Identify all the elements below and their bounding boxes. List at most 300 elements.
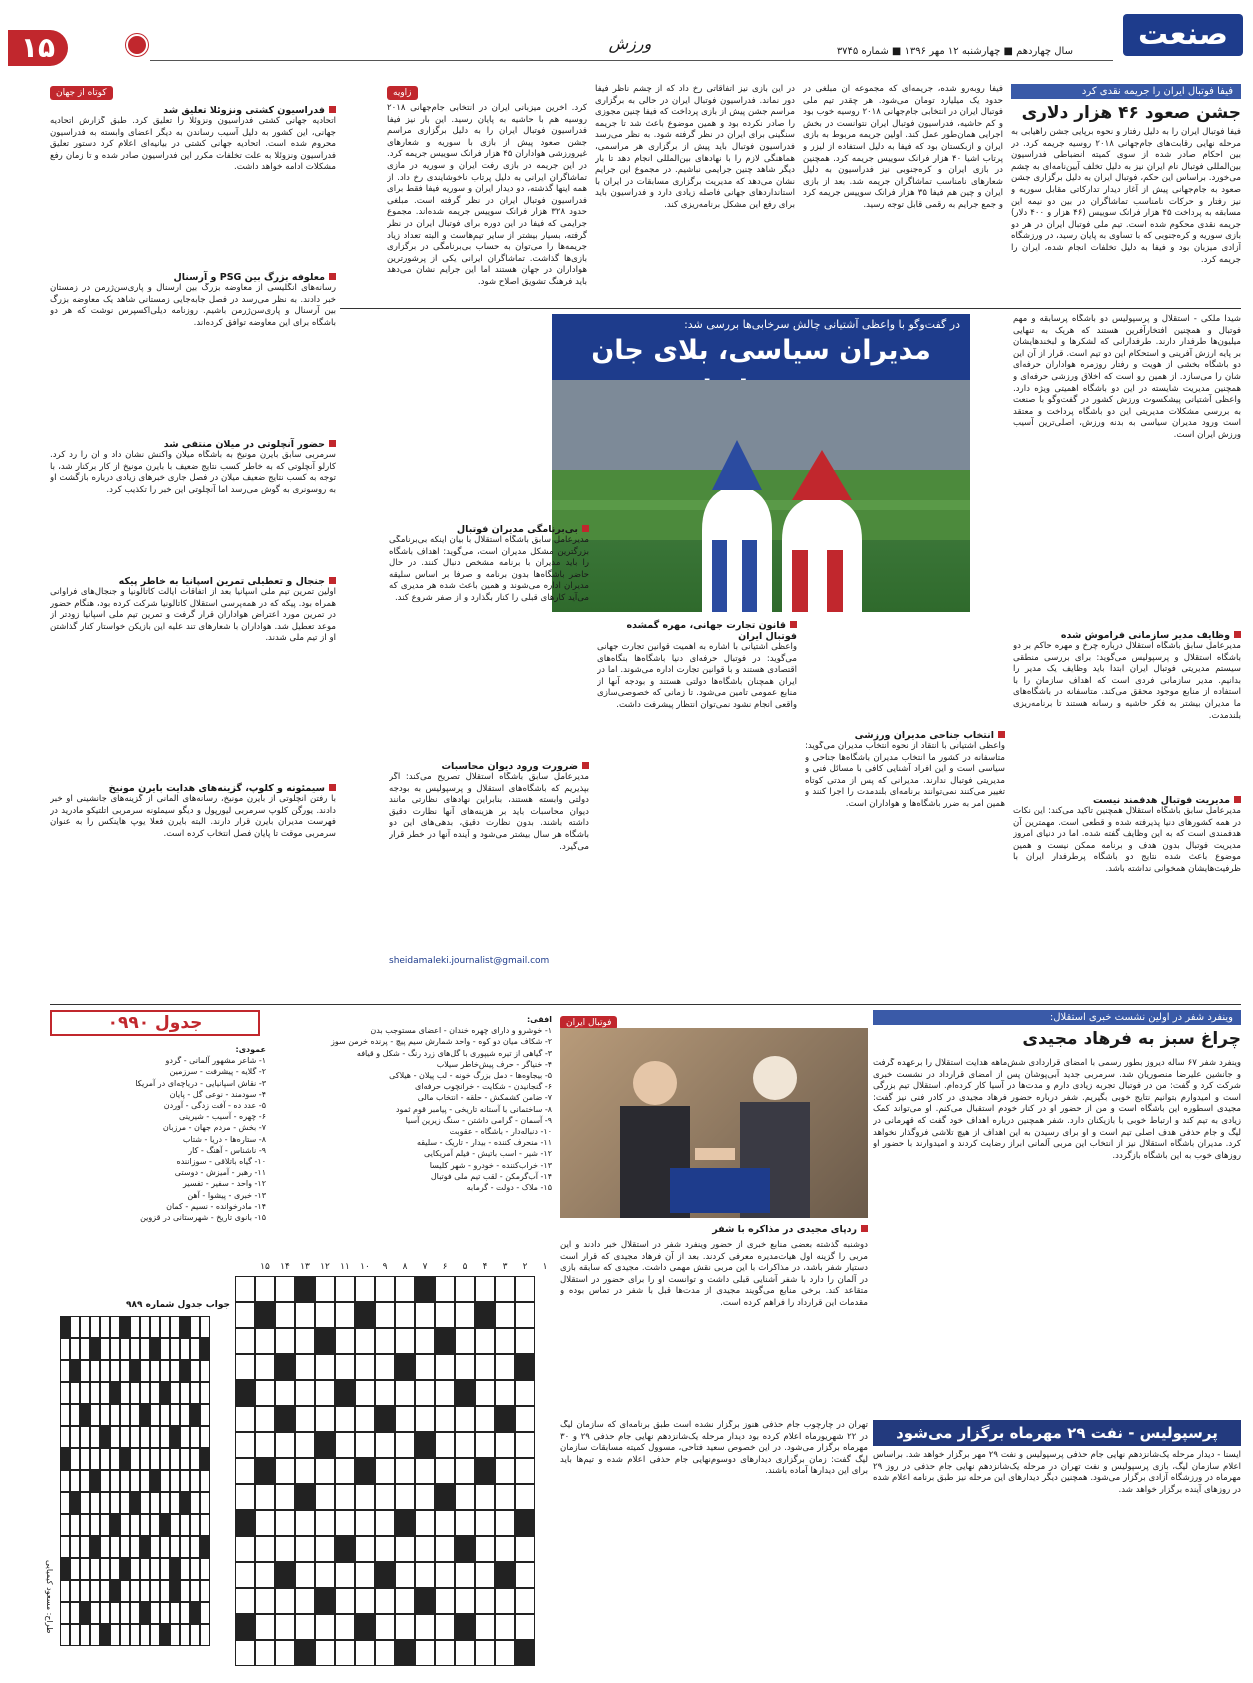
- crossword-cell[interactable]: [475, 1536, 495, 1562]
- crossword-cell[interactable]: [315, 1536, 335, 1562]
- answer-cell: [150, 1426, 160, 1448]
- answer-cell: [180, 1470, 190, 1492]
- crossword-cell[interactable]: [335, 1510, 355, 1536]
- crossword-cell[interactable]: [495, 1328, 515, 1354]
- crossword-cell[interactable]: [255, 1510, 275, 1536]
- crossword-cell[interactable]: [495, 1510, 515, 1536]
- crossword-cell[interactable]: [315, 1380, 335, 1406]
- crossword-cell: [315, 1432, 335, 1458]
- answer-cell: [160, 1492, 170, 1514]
- crossword-cell[interactable]: [395, 1562, 415, 1588]
- answer-cell: [70, 1338, 80, 1360]
- crossword-cell[interactable]: [335, 1614, 355, 1640]
- crossword-cell[interactable]: [315, 1276, 335, 1302]
- answer-cell: [60, 1536, 70, 1558]
- clue-vertical: ۹- ناشناس - آهنگ - کار: [188, 1145, 266, 1155]
- crossword-cell[interactable]: [255, 1276, 275, 1302]
- short-news-tag: کوتاه از جهان: [50, 86, 113, 100]
- answer-cell: [190, 1514, 200, 1536]
- crossword-cell[interactable]: [315, 1562, 335, 1588]
- crossword-cell[interactable]: [275, 1276, 295, 1302]
- answer-cell: [80, 1602, 90, 1624]
- crossword-cell[interactable]: [275, 1458, 295, 1484]
- crossword-cell[interactable]: [435, 1380, 455, 1406]
- crossword-cell[interactable]: [355, 1510, 375, 1536]
- answer-cell: [140, 1492, 150, 1514]
- crossword-cell[interactable]: [375, 1354, 395, 1380]
- fifa-box: [1011, 84, 1241, 304]
- answer-cell: [160, 1536, 170, 1558]
- short-news-title: سیمئونه و کلوپ، گزینه‌های هدایت بایرن مونیخ: [50, 783, 336, 794]
- crossword-cell[interactable]: [515, 1458, 535, 1484]
- crossword-clues-h: [272, 1014, 552, 1254]
- crossword-cell[interactable]: [455, 1510, 475, 1536]
- crossword-cell[interactable]: [415, 1510, 435, 1536]
- crossword-cell[interactable]: [375, 1640, 395, 1666]
- crossword-cell[interactable]: [275, 1614, 295, 1640]
- crossword-cell[interactable]: [335, 1458, 355, 1484]
- answer-cell: [70, 1558, 80, 1580]
- crossword-cell[interactable]: [435, 1640, 455, 1666]
- crossword-cell[interactable]: [355, 1354, 375, 1380]
- answer-cell: [100, 1382, 110, 1404]
- crossword-cell[interactable]: [315, 1510, 335, 1536]
- answer-cell: [100, 1360, 110, 1382]
- crossword-cell[interactable]: [375, 1484, 395, 1510]
- crossword-col-number: ۳: [502, 1262, 508, 1272]
- crossword-cell[interactable]: [495, 1536, 515, 1562]
- crossword-cell[interactable]: [495, 1354, 515, 1380]
- crossword-cell[interactable]: [275, 1328, 295, 1354]
- answer-cell: [100, 1448, 110, 1470]
- crossword-cell[interactable]: [295, 1588, 315, 1614]
- answer-cell: [90, 1580, 100, 1602]
- crossword-col-number: ۲: [522, 1262, 528, 1272]
- crossword-cell[interactable]: [255, 1536, 275, 1562]
- crossword-cell[interactable]: [275, 1380, 295, 1406]
- answer-cell: [150, 1470, 160, 1492]
- crossword-cell[interactable]: [495, 1302, 515, 1328]
- crossword-cell[interactable]: [415, 1328, 435, 1354]
- crossword-cell[interactable]: [435, 1510, 455, 1536]
- crossword-cell[interactable]: [475, 1276, 495, 1302]
- crossword-cell[interactable]: [495, 1640, 515, 1666]
- crossword-cell: [475, 1458, 495, 1484]
- crossword-cell[interactable]: [275, 1510, 295, 1536]
- answer-cell: [160, 1558, 170, 1580]
- crossword-cell[interactable]: [275, 1536, 295, 1562]
- crossword-cell[interactable]: [335, 1354, 355, 1380]
- crossword-cell[interactable]: [355, 1406, 375, 1432]
- crossword-cell[interactable]: [355, 1432, 375, 1458]
- crossword-cell[interactable]: [315, 1614, 335, 1640]
- answer-cell: [110, 1580, 120, 1602]
- crossword-cell[interactable]: [335, 1640, 355, 1666]
- crossword-cell[interactable]: [375, 1510, 395, 1536]
- crossword-cell[interactable]: [235, 1406, 255, 1432]
- crossword-cell[interactable]: [495, 1614, 515, 1640]
- answer-cell: [110, 1404, 120, 1426]
- crossword-cell: [295, 1276, 315, 1302]
- answer-cell: [100, 1426, 110, 1448]
- crossword-cell[interactable]: [395, 1588, 415, 1614]
- crossword-cell[interactable]: [375, 1536, 395, 1562]
- answer-cell: [80, 1624, 90, 1646]
- crossword-cell[interactable]: [255, 1354, 275, 1380]
- answer-cell: [90, 1602, 100, 1624]
- answer-cell: [180, 1624, 190, 1646]
- answer-cell: [130, 1404, 140, 1426]
- answer-cell: [130, 1360, 140, 1382]
- crossword-col-number: ۱۴: [280, 1262, 290, 1272]
- crossword-cell[interactable]: [515, 1536, 535, 1562]
- crossword-cell[interactable]: [295, 1510, 315, 1536]
- crossword-cell[interactable]: [315, 1458, 335, 1484]
- crossword-cell[interactable]: [515, 1588, 535, 1614]
- crossword-cell[interactable]: [335, 1562, 355, 1588]
- crossword-cell[interactable]: [455, 1588, 475, 1614]
- crossword-cell[interactable]: [455, 1328, 475, 1354]
- crossword-cell[interactable]: [335, 1406, 355, 1432]
- crossword-cell[interactable]: [475, 1406, 495, 1432]
- crossword-cell[interactable]: [475, 1328, 495, 1354]
- crossword-cell[interactable]: [415, 1614, 435, 1640]
- crossword-cell[interactable]: [295, 1328, 315, 1354]
- answer-cell: [170, 1360, 180, 1382]
- angle-tag: زاویه: [387, 86, 418, 100]
- crossword-cell[interactable]: [475, 1588, 495, 1614]
- crossword-cell[interactable]: [395, 1302, 415, 1328]
- feature-sub2: مدیریت فوتبال هدفمند نیست: [1013, 795, 1241, 806]
- crossword-cell[interactable]: [295, 1536, 315, 1562]
- answer-cell: [170, 1580, 180, 1602]
- crossword-cell[interactable]: [475, 1354, 495, 1380]
- crossword-cell[interactable]: [455, 1484, 475, 1510]
- crossword-cell[interactable]: [435, 1354, 455, 1380]
- answer-cell: [180, 1426, 190, 1448]
- vertical-label: عمودی:: [235, 1045, 266, 1054]
- short-news-body: اتحادیه جهانی کشتی فدراسیون ونزوئلا را تعلیق کرد. طبق گزارش اتحادیه جهانی، این کشور به دلیل آسیب رساندن به دیگر اعضای وابسته به فدراسیون محروم شده است. اتحادیه جهانی کشتی در بیانیه‌ای اعلام کرد دستور تعلیق فدراسیون ونزوئلا به علت تخلفات مکرر این فدراسیون صادر شده و تا زمان رفع مشکلات ادامه خواهد داشت.: [50, 116, 336, 173]
- answer-cell: [60, 1492, 70, 1514]
- crossword-cell[interactable]: [235, 1432, 255, 1458]
- crossword-cell[interactable]: [415, 1354, 435, 1380]
- answer-cell: [80, 1382, 90, 1404]
- crossword-cell[interactable]: [515, 1328, 535, 1354]
- crossword-cell[interactable]: [395, 1536, 415, 1562]
- fifa-body: فیفا فوتبال ایران را به دلیل رفتار و نحوه برپایی جشن راهیابی به مرحله نهایی رقابت‌های جام‌جهانی ۲۰۱۸ روسیه جریمه کرد. در بین احکام صادر شده از سوی کمیته انضباطی فدراسیون بین‌المللی فوتبال نام ایران نیز به دلیل تخلف آیین‌نامه‌ای به چشم می‌خورد. براساس این حکم، فوتبال ایران به دلیل برگزاری جشن صعود به جام‌جهانی پیش از آغاز دیدار تدارکاتی مقابل سوریه و نیز رفتار و حرکات نامناسب تماشاگران در بین دو نیمه این مسابقه به پرداخت ۴۵ هزار فرانک سوییس (۴۶ هزار و ۴۰۰ دلار) جریمه نقدی محکوم شده است. تیم ملی فوتبال ایران در هر دو بازی سوریه و کره‌جنوبی که با تساوی به پایان رسید، در ورزشگاه آزادی میزبان بود و فیفا به دلیل تخلفات انجام شده، ایران را جریمه کرد.: [1011, 127, 1241, 265]
- crossword-cell[interactable]: [235, 1328, 255, 1354]
- answer-cell: [160, 1316, 170, 1338]
- crossword-cell[interactable]: [435, 1276, 455, 1302]
- crossword-cell[interactable]: [495, 1380, 515, 1406]
- crossword-cell[interactable]: [275, 1484, 295, 1510]
- crossword-cell[interactable]: [295, 1458, 315, 1484]
- answer-cell: [130, 1624, 140, 1646]
- crossword-cell[interactable]: [375, 1328, 395, 1354]
- clue-horizontal: ۱- خوشرو و دارای چهره خندان - اعضای مستوجب بدن: [370, 1026, 552, 1036]
- answer-cell: [90, 1470, 100, 1492]
- answer-cell: [180, 1514, 190, 1536]
- crossword-cell[interactable]: [275, 1432, 295, 1458]
- crossword-cell[interactable]: [455, 1302, 475, 1328]
- answer-grid: [60, 1316, 230, 1646]
- crossword-cell[interactable]: [235, 1588, 255, 1614]
- crossword-cell[interactable]: [355, 1276, 375, 1302]
- crossword-cell[interactable]: [355, 1536, 375, 1562]
- answer-cell: [110, 1382, 120, 1404]
- crossword-cell[interactable]: [475, 1380, 495, 1406]
- crossword-cell[interactable]: [475, 1510, 495, 1536]
- crossword-cell[interactable]: [255, 1588, 275, 1614]
- crossword-cell[interactable]: [355, 1328, 375, 1354]
- crossword-cell[interactable]: [355, 1484, 375, 1510]
- crossword-cell[interactable]: [235, 1484, 255, 1510]
- crossword-cell[interactable]: [435, 1614, 455, 1640]
- crossword-cell[interactable]: [295, 1406, 315, 1432]
- crossword-cell[interactable]: [495, 1458, 515, 1484]
- crossword-cell[interactable]: [435, 1588, 455, 1614]
- crossword-cell[interactable]: [235, 1640, 255, 1666]
- crossword-cell[interactable]: [255, 1432, 275, 1458]
- answer-cell: [120, 1602, 130, 1624]
- crossword-cell[interactable]: [375, 1614, 395, 1640]
- answer-cell: [170, 1382, 180, 1404]
- short-news-item: [50, 576, 336, 777]
- crossword-cell[interactable]: [475, 1562, 495, 1588]
- answer-cell: [80, 1426, 90, 1448]
- answer-cell: [110, 1558, 120, 1580]
- answer-cell: [100, 1580, 110, 1602]
- crossword-cell[interactable]: [235, 1536, 255, 1562]
- feature-col-2: [805, 620, 1005, 970]
- crossword-cell[interactable]: [395, 1406, 415, 1432]
- crossword-cell[interactable]: [515, 1562, 535, 1588]
- persepolis-box: [873, 1420, 1241, 1678]
- answer-cell: [60, 1470, 70, 1492]
- clue-vertical: ۱۵- بانوی تاریخ - شهرستانی در قزوین: [140, 1213, 266, 1223]
- short-news-title: جنجال و تعطیلی تمرین اسپانیا به خاطر پیکه: [50, 576, 336, 587]
- clue-horizontal: ۱۴- آب‌گرمکن - لقب تیم ملی فوتبال: [430, 1171, 552, 1181]
- answer-cell: [170, 1448, 180, 1470]
- clue-vertical: ۱۱- رهبر - آمیزش - دوستی: [174, 1168, 266, 1178]
- crossword-cell[interactable]: [355, 1562, 375, 1588]
- crossword-cell[interactable]: [415, 1484, 435, 1510]
- crossword-cell[interactable]: [435, 1432, 455, 1458]
- answer-cell: [60, 1316, 70, 1338]
- crossword-cell[interactable]: [395, 1380, 415, 1406]
- answer-cell: [130, 1382, 140, 1404]
- crossword-cell[interactable]: [455, 1640, 475, 1666]
- crossword-cell: [495, 1562, 515, 1588]
- crossword-cell[interactable]: [415, 1380, 435, 1406]
- crossword-cell[interactable]: [295, 1562, 315, 1588]
- crossword-cell[interactable]: [415, 1458, 435, 1484]
- answer-cell: [60, 1624, 70, 1646]
- short-news-title: حضور آنچلوتی در میلان منتفی شد: [50, 439, 336, 450]
- crossword-cell[interactable]: [415, 1562, 435, 1588]
- crossword-cell: [415, 1276, 435, 1302]
- answer-cell: [60, 1514, 70, 1536]
- answer-cell: [150, 1602, 160, 1624]
- crossword-cell[interactable]: [235, 1276, 255, 1302]
- crossword-cell[interactable]: [395, 1614, 415, 1640]
- crossword-cell[interactable]: [475, 1432, 495, 1458]
- crossword-cell: [255, 1302, 275, 1328]
- crossword-cell[interactable]: [375, 1276, 395, 1302]
- crossword-cell[interactable]: [455, 1406, 475, 1432]
- crossword-cell[interactable]: [435, 1302, 455, 1328]
- crossword-cell[interactable]: [435, 1536, 455, 1562]
- crossword-cell[interactable]: [395, 1458, 415, 1484]
- crossword-cell[interactable]: [295, 1380, 315, 1406]
- crossword-cell[interactable]: [235, 1562, 255, 1588]
- crossword-cell[interactable]: [295, 1614, 315, 1640]
- answer-cell: [100, 1624, 110, 1646]
- crossword-cell[interactable]: [455, 1458, 475, 1484]
- answer-cell: [130, 1448, 140, 1470]
- crossword-cell[interactable]: [255, 1614, 275, 1640]
- crossword-cell[interactable]: [355, 1588, 375, 1614]
- crossword-cell[interactable]: [335, 1484, 355, 1510]
- answer-cell: [90, 1404, 100, 1426]
- answer-cell: [120, 1624, 130, 1646]
- crossword-cell[interactable]: [395, 1276, 415, 1302]
- crossword-cell[interactable]: [415, 1640, 435, 1666]
- short-news-item: [50, 439, 336, 570]
- crossword-cell[interactable]: [335, 1588, 355, 1614]
- crossword-cell[interactable]: [395, 1328, 415, 1354]
- crossword-cell[interactable]: [315, 1640, 335, 1666]
- crossword-col-number: ۱۵: [260, 1262, 270, 1272]
- crossword-cell[interactable]: [515, 1614, 535, 1640]
- crossword-cell[interactable]: [255, 1380, 275, 1406]
- crossword-cell[interactable]: [475, 1640, 495, 1666]
- crossword-cell[interactable]: [315, 1484, 335, 1510]
- crossword-cell[interactable]: [255, 1328, 275, 1354]
- clue-horizontal: ۱۰- دنباله‌دار - باشگاه - عقوبت: [449, 1127, 552, 1137]
- crossword-cell[interactable]: [495, 1276, 515, 1302]
- crossword-cell[interactable]: [335, 1328, 355, 1354]
- clue-vertical: ۲- گلایه - پیشرفت - سرزمین: [169, 1067, 266, 1077]
- crossword-cell[interactable]: [235, 1302, 255, 1328]
- crossword-cell[interactable]: [515, 1432, 535, 1458]
- answer-cell: [110, 1624, 120, 1646]
- answer-cell: [120, 1448, 130, 1470]
- clue-horizontal: ۶- گنجانیدن - شکایت - خرانچوب حرفه‌ای: [415, 1082, 552, 1092]
- crossword-cell[interactable]: [515, 1380, 535, 1406]
- crossword-cell[interactable]: [335, 1302, 355, 1328]
- bottom-divider: [50, 1004, 1241, 1005]
- crossword-cell[interactable]: [275, 1640, 295, 1666]
- crossword-cell[interactable]: [435, 1562, 455, 1588]
- crossword-cell[interactable]: [455, 1432, 475, 1458]
- crossword-cell[interactable]: [375, 1432, 395, 1458]
- crossword-cell[interactable]: [295, 1354, 315, 1380]
- crossword-cell[interactable]: [455, 1354, 475, 1380]
- crossword-cell[interactable]: [315, 1302, 335, 1328]
- answer-cell: [100, 1514, 110, 1536]
- winfried-title: چراغ سبز به فرهاد مجیدی: [1022, 1029, 1241, 1049]
- answer-cell: [150, 1624, 160, 1646]
- crossword-cell[interactable]: [295, 1432, 315, 1458]
- answer-cell: [140, 1624, 150, 1646]
- crossword-cell: [235, 1380, 255, 1406]
- crossword-cell[interactable]: [475, 1484, 495, 1510]
- crossword-cell[interactable]: [495, 1432, 515, 1458]
- answer-cell: [130, 1316, 140, 1338]
- crossword-cell[interactable]: [255, 1562, 275, 1588]
- horizontal-label: افقی:: [526, 1015, 552, 1024]
- crossword-cell[interactable]: [415, 1302, 435, 1328]
- answer-cell: [180, 1338, 190, 1360]
- crossword-cell[interactable]: [375, 1458, 395, 1484]
- crossword-cell[interactable]: [315, 1406, 335, 1432]
- crossword-cell[interactable]: [335, 1276, 355, 1302]
- crossword-cell[interactable]: [495, 1484, 515, 1510]
- crossword-cell[interactable]: [355, 1380, 375, 1406]
- crossword-cell[interactable]: [395, 1484, 415, 1510]
- answer-cell: [90, 1382, 100, 1404]
- crossword-cell[interactable]: [335, 1432, 355, 1458]
- crossword-cell[interactable]: [275, 1588, 295, 1614]
- answer-cell: [140, 1602, 150, 1624]
- answer-cell: [150, 1448, 160, 1470]
- crossword-cell[interactable]: [515, 1276, 535, 1302]
- crossword-cell[interactable]: [495, 1588, 515, 1614]
- crossword-cell[interactable]: [235, 1354, 255, 1380]
- answer-cell: [190, 1338, 200, 1360]
- clue-vertical: ۷- بخش - مردم جهان - مرزبان: [162, 1123, 266, 1133]
- crossword-cell[interactable]: [415, 1406, 435, 1432]
- crossword-cell[interactable]: [375, 1588, 395, 1614]
- feature-sub6-body: مدیرعامل سابق باشگاه استقلال تصریح می‌کند: اگر بپذیریم که باشگاه‌های استقلال و پرسپولیس به بودجه دولتی وابسته هستند، بنابراین نهادهای نظارتی مانند دیوان محاسبات باید بر هزینه‌های آنها نظارت دقیق داشته باشند. بدون نظارت دقیق، بدهی‌های این دو باشگاه هر سال بیشتر می‌شود و آینده آنها در خطر قرار می‌گیرد.: [389, 772, 589, 852]
- answer-cell: [160, 1624, 170, 1646]
- handshake-scene: [560, 1028, 868, 1218]
- crossword-cell: [375, 1406, 395, 1432]
- answer-cell: [140, 1536, 150, 1558]
- crossword-cell[interactable]: [435, 1406, 455, 1432]
- crossword-cell[interactable]: [375, 1302, 395, 1328]
- crossword-cell[interactable]: [255, 1640, 275, 1666]
- crossword-cell[interactable]: [435, 1458, 455, 1484]
- answer-cell: [120, 1404, 130, 1426]
- crossword-cell[interactable]: [455, 1562, 475, 1588]
- crossword-cell[interactable]: [255, 1406, 275, 1432]
- crossword-cell[interactable]: [415, 1536, 435, 1562]
- short-news-title: معلوفه بزرگ بین PSG و آرسنال: [50, 272, 336, 283]
- answer-cell: [90, 1536, 100, 1558]
- crossword-cell[interactable]: [395, 1432, 415, 1458]
- crossword-cell[interactable]: [455, 1276, 475, 1302]
- crossword-clues-v: [50, 1044, 266, 1290]
- crossword-grid[interactable]: [235, 1276, 535, 1666]
- crossword-cell[interactable]: [515, 1484, 535, 1510]
- crossword-cell[interactable]: [315, 1354, 335, 1380]
- crossword-cell[interactable]: [295, 1302, 315, 1328]
- crossword-cell[interactable]: [275, 1302, 295, 1328]
- crossword-cell[interactable]: [355, 1640, 375, 1666]
- crossword-cell[interactable]: [375, 1380, 395, 1406]
- crossword-cell[interactable]: [515, 1406, 535, 1432]
- crossword-cell[interactable]: [475, 1614, 495, 1640]
- feature-sub2-body: مدیرعامل سابق باشگاه استقلال همچنین تاکید می‌کند: این نکات در همه کشورهای دنیا پذیرفته شده و قطعی است. مهمترین آن هدفمندی است که به این وظایف گفته شده. اما در دنیای امروز مدیریت فوتبال بدون هدف و برنامه ممکن نیست و همین موضوع باعث شده نتایج دو باشگاه پرطرفدار ایران با ظرفیت‌هایشان همخوانی نداشته باشد.: [1013, 806, 1241, 874]
- clue-vertical: ۵- عدد ده - آفت زدگی - آوردن: [163, 1101, 266, 1111]
- crossword-cell[interactable]: [235, 1458, 255, 1484]
- answer-cell: [180, 1536, 190, 1558]
- crossword-cell[interactable]: [255, 1484, 275, 1510]
- crossword-cell[interactable]: [515, 1302, 535, 1328]
- answer-cell: [130, 1492, 140, 1514]
